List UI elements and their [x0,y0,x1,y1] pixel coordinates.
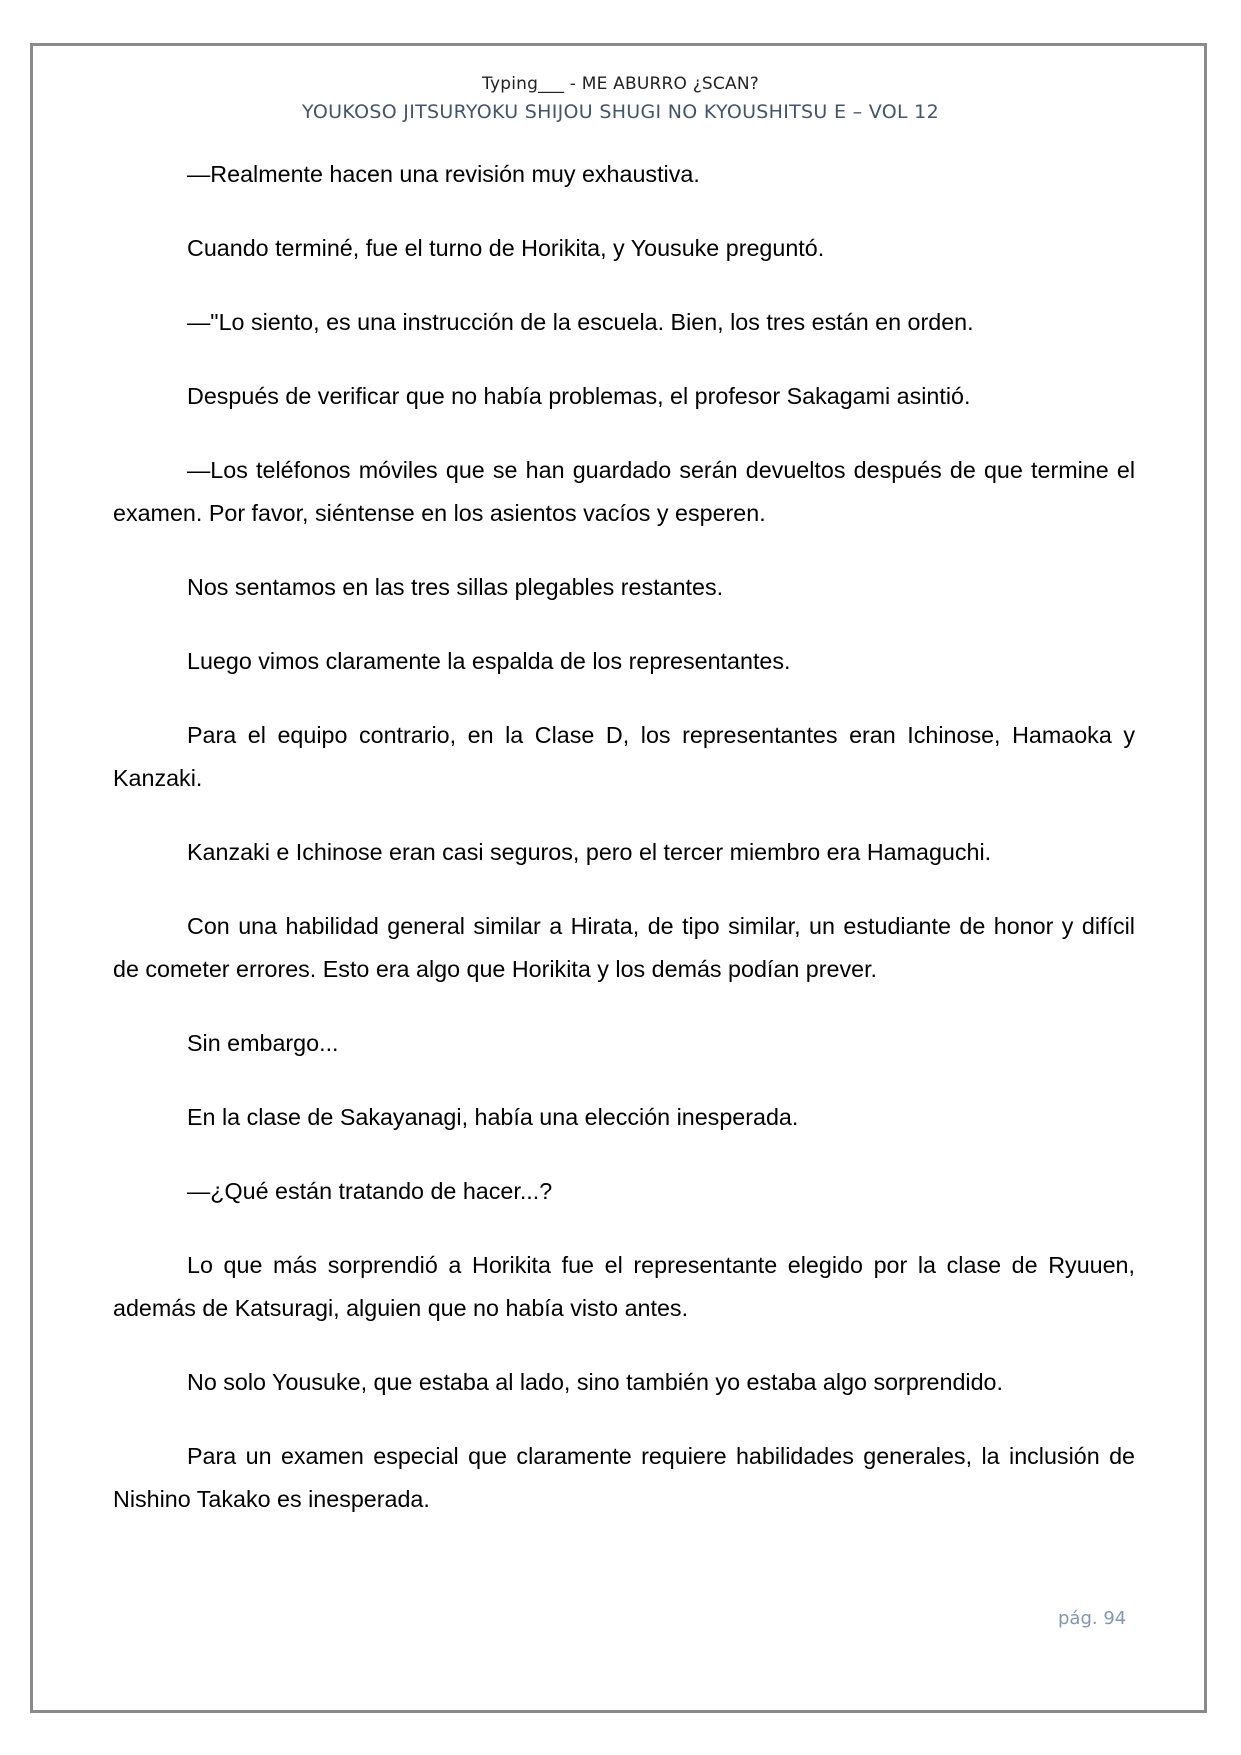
paragraph: Para un examen especial que claramente requiere habilidades generales, la inclusión de Nishino Takako es inesperada. [113,1443,1135,1512]
paragraph: Sin embargo... [187,1030,339,1056]
page-number: pág. 94 [1058,1608,1127,1629]
paragraph: Para el equipo contrario, en la Clase D, los representantes eran Ichinose, Hamaoka y Kanzaki. [113,722,1135,791]
header-book-title: YOUKOSO JITSURYOKU SHIJOU SHUGI NO KYOUSHITSU E – VOL 12 [302,101,939,123]
paragraph: —¿Qué están tratando de hacer...? [187,1178,553,1204]
header-scan-credit: Typing___ - ME ABURRO ¿SCAN? [482,74,759,94]
paragraph: —"Lo siento, es una instrucción de la escuela. Bien, los tres están en orden. [187,309,974,335]
paragraph: Lo que más sorprendió a Horikita fue el representante elegido por la clase de Ryuuen, además de Katsuragi, alguien que no había visto antes. [113,1252,1135,1321]
paragraph: Kanzaki e Ichinose eran casi seguros, pero el tercer miembro era Hamaguchi. [187,839,992,865]
body-text [113,153,1135,1552]
paragraph: Cuando terminé, fue el turno de Horikita, y Yousuke preguntó. [187,235,825,261]
paragraph: Después de verificar que no había problemas, el profesor Sakagami asintió. [187,383,971,409]
paragraph: Con una habilidad general similar a Hirata, de tipo similar, un estudiante de honor y difícil de cometer errores. Esto era algo que Horikita y los demás podían prever. [113,913,1135,982]
paragraph: Luego vimos claramente la espalda de los representantes. [187,648,791,674]
paragraph: Nos sentamos en las tres sillas plegables restantes. [187,574,724,600]
paragraph: En la clase de Sakayanagi, había una elección inesperada. [187,1104,799,1130]
paragraph: No solo Yousuke, que estaba al lado, sino también yo estaba algo sorprendido. [187,1369,1003,1395]
paragraph: —Realmente hacen una revisión muy exhaustiva. [187,161,700,187]
paragraph: —Los teléfonos móviles que se han guardado serán devueltos después de que termine el examen. Por favor, siéntense en los asientos vacíos y esperen. [113,457,1135,526]
